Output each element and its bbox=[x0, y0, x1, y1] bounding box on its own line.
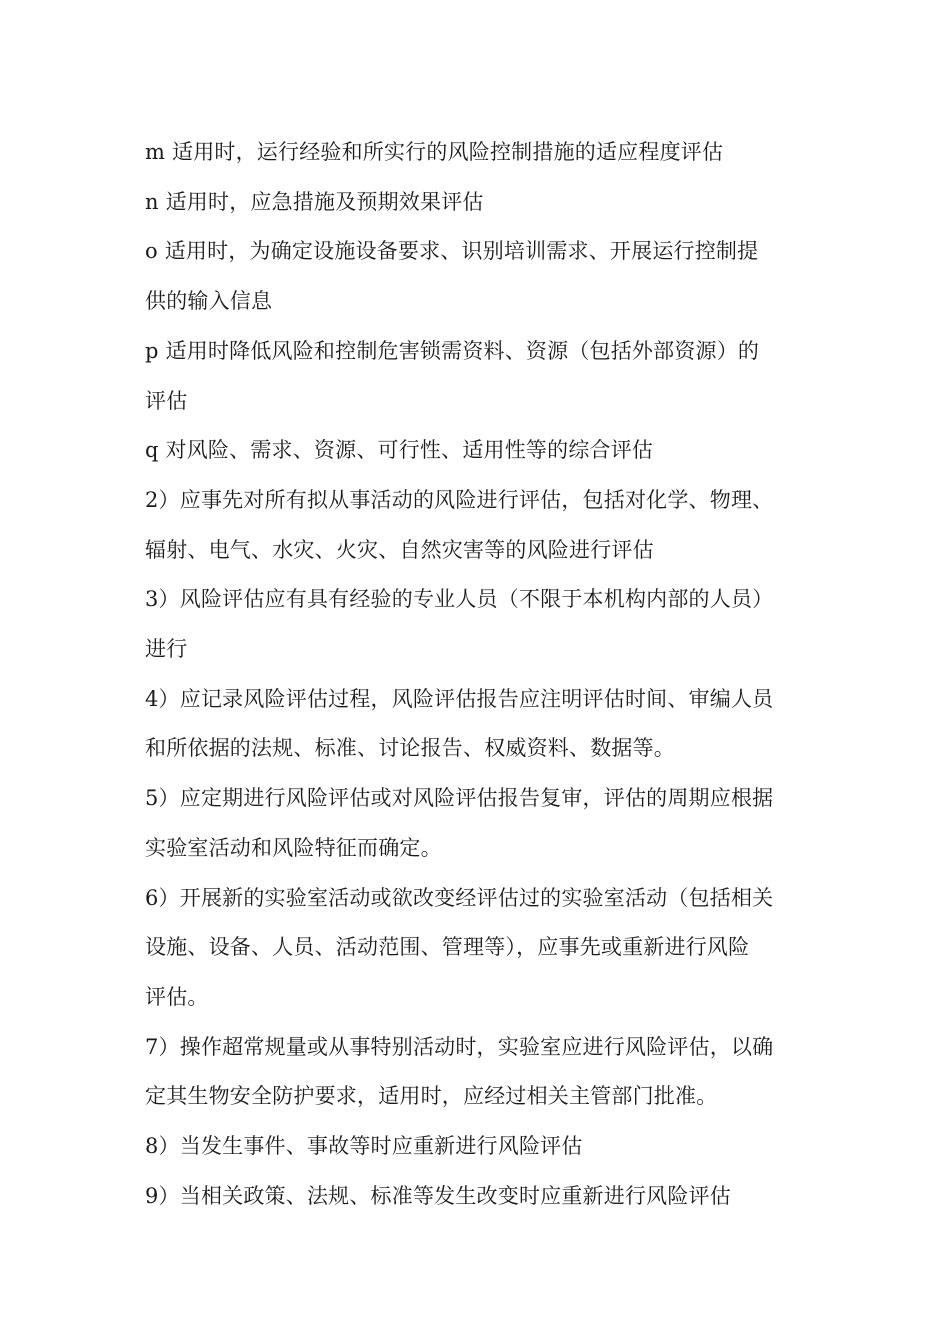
text-line: m 适用时，运行经验和所实行的风险控制措施的适应程度评估 bbox=[145, 140, 724, 164]
document-body bbox=[145, 128, 810, 1221]
text-line: 和所依据的法规、标准、讨论报告、权威资料、数据等。 bbox=[145, 736, 675, 761]
text-line: 辐射、电气、水灾、火灾、自然灾害等的风险进行评估 bbox=[145, 537, 654, 562]
text-line: 设施、设备、人员、活动范围、管理等），应事先或重新进行风险 bbox=[145, 935, 750, 960]
text-line: p 适用时降低风险和控制危害锁需资料、资源（包括外部资源）的 bbox=[145, 338, 760, 363]
text-line: 4）应记录风险评估过程，风险评估报告应注明评估时间、审编人员 bbox=[145, 686, 774, 711]
text-line: 评估。 bbox=[145, 984, 209, 1009]
text-line: 5）应定期进行风险评估或对风险评估报告复审，评估的周期应根据 bbox=[145, 786, 774, 811]
text-line: 2）应事先对所有拟从事活动的风险进行评估，包括对化学、物理、 bbox=[145, 487, 774, 512]
text-line: n 适用时，应急措施及预期效果评估 bbox=[145, 189, 484, 214]
text-line: 8）当发生事件、事故等时应重新进行风险评估 bbox=[145, 1134, 583, 1159]
text-line: q 对风险、需求、资源、可行性、适用性等的综合评估 bbox=[145, 438, 654, 463]
text-line: 实验室活动和风险特征而确定。 bbox=[145, 835, 442, 860]
text-line: 进行 bbox=[145, 637, 188, 662]
text-line: o 适用时，为确定设施设备要求、识别培训需求、开展运行控制提 bbox=[145, 239, 759, 264]
text-line: 定其生物安全防护要求，适用时，应经过相关主管部门批准。 bbox=[145, 1084, 718, 1109]
text-line: 评估 bbox=[145, 388, 188, 413]
text-line: 6）开展新的实验室活动或欲改变经评估过的实验室活动（包括相关 bbox=[145, 885, 774, 910]
text-line: 3）风险评估应有具有经验的专业人员（不限于本机构内部的人员） bbox=[145, 587, 774, 612]
text-line: 7）操作超常规量或从事特别活动时，实验室应进行风险评估，以确 bbox=[145, 1034, 774, 1059]
text-line: 供的输入信息 bbox=[145, 289, 273, 314]
text-line: 9）当相关政策、法规、标准等发生改变时应重新进行风险评估 bbox=[145, 1183, 731, 1208]
